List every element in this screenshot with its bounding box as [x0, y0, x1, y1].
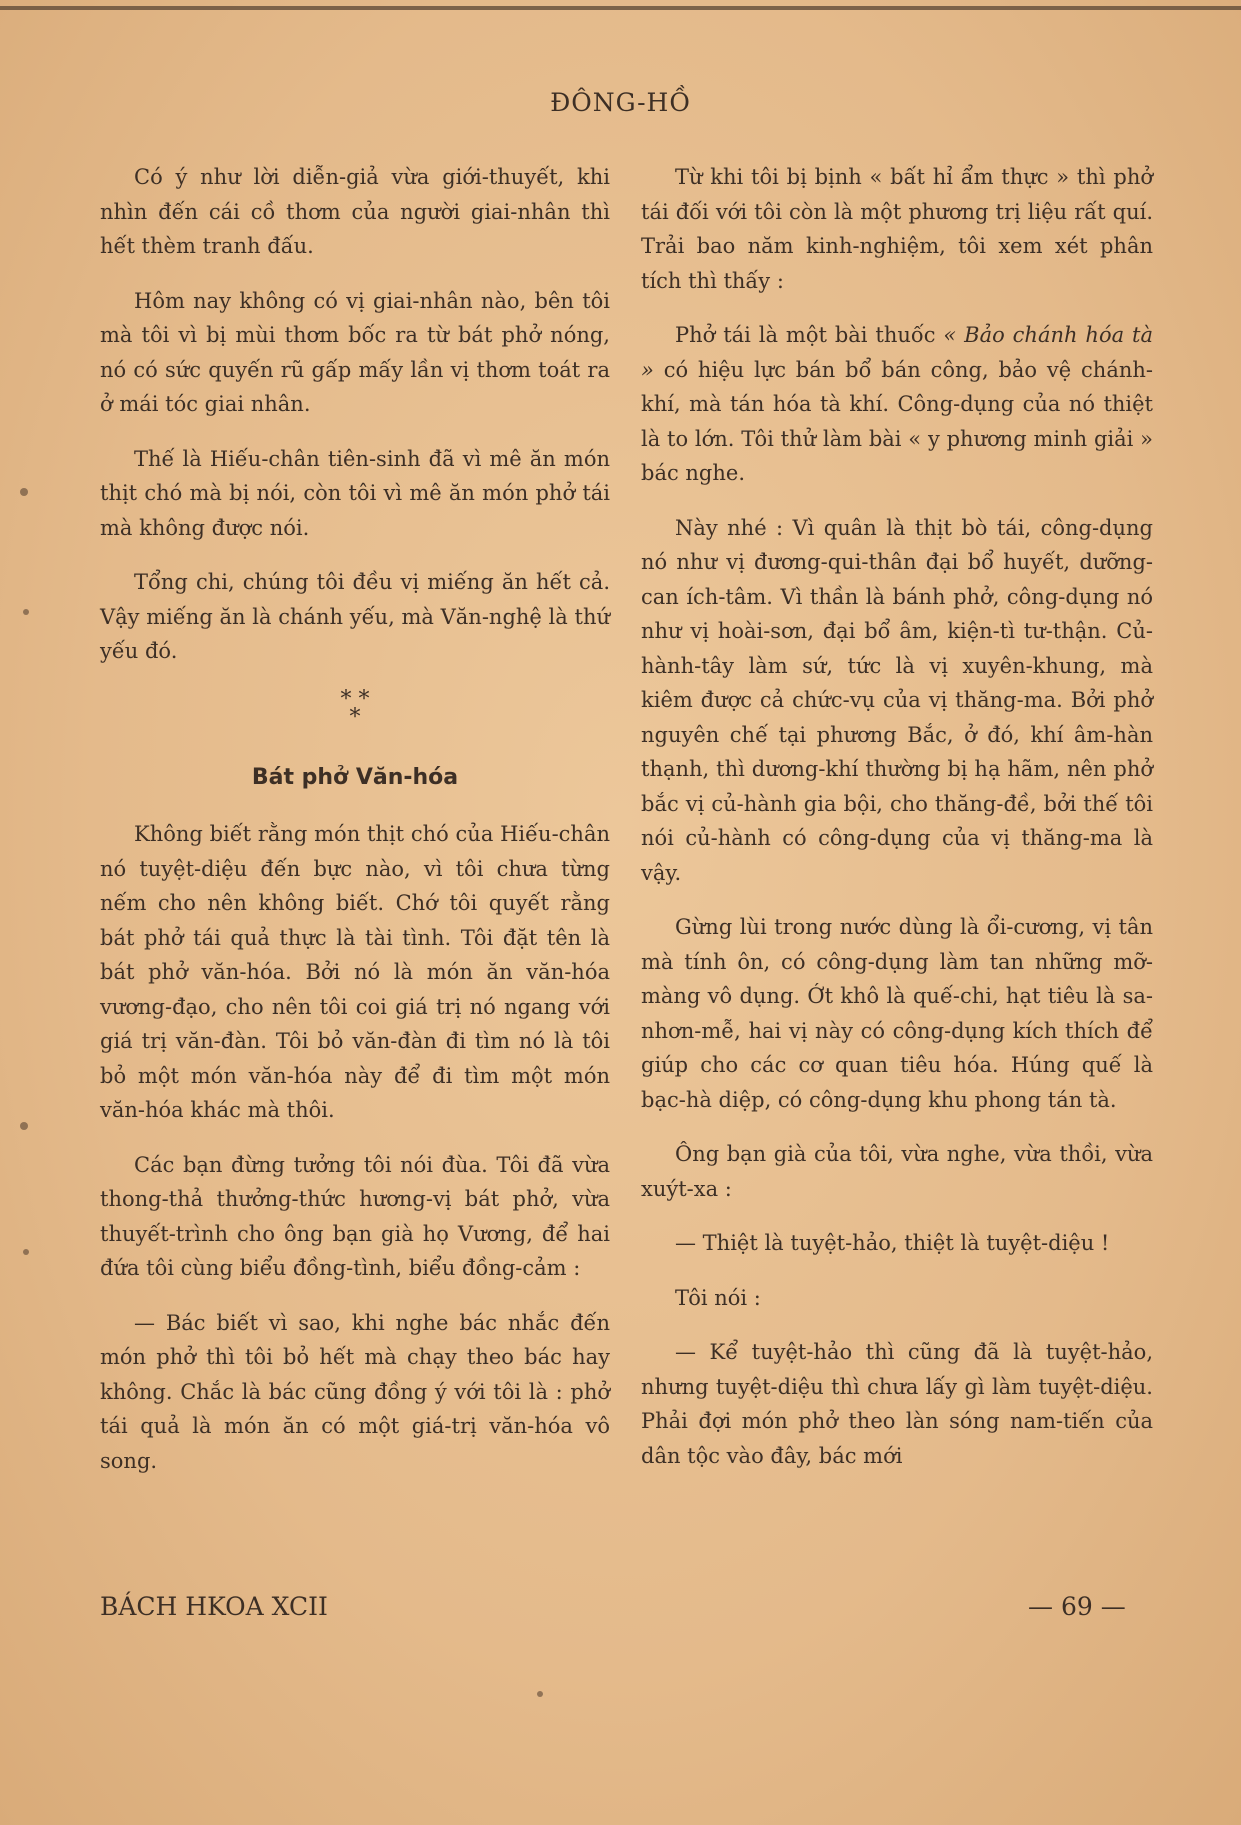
paragraph: Này nhé : Vì quân là thịt bò tái, công-dụng nó như vị đương-qui-thân đại bổ huyết, dưỡng-can ích-tâm. Vì thần là bánh phở, công-dụng nó như vị hoài-sơn, đại bổ âm, kiện-tì tư-thận. Củ-hành-tây làm sứ, tức là vị xuyên-khung, mà kiêm được cả chức-vụ của vị thăng-ma. Bởi phở nguyên chế tại phương Bắc, ở đó, khí âm-hàn thạnh, thì dương-khí thường bị hạ hãm, nên phở bắc vị củ-hành gia bội, cho thăng-đề, bởi thế tôi nói củ-hành có công-dụng của vị thăng-ma là vậy.	[641, 515, 1153, 885]
paragraph: — Bác biết vì sao, khi nghe bác nhắc đến món phở thì tôi bỏ hết mà chạy theo bác hay không. Chắc là bác cũng đồng ý với tôi là : phở tái quả là món ăn có một giá-trị văn-hóa vô song.	[100, 1310, 610, 1473]
journal-footer: BÁCH HKOA XCII	[100, 1592, 328, 1621]
right-column	[641, 160, 1153, 1493]
text-run: có hiệu lực bán bổ bán công, bảo vệ chánh-khí, mà tán hóa tà khí. Công-dụng của nó thiệt là to lớn. Tôi thử làm bài « y phương minh giải » bác nghe.	[641, 357, 1153, 485]
binding-hole-mark	[23, 609, 29, 615]
paragraph: Thế là Hiếu-chân tiên-sinh đã vì mê ăn món thịt chó mà bị nói, còn tôi vì mê ăn món phở tái mà không được nói.	[100, 446, 610, 540]
section-separator	[100, 686, 610, 730]
paragraph: Từ khi tôi bị bịnh « bất hỉ ẩm thực » thì phở tái đối với tôi còn là một phương trị liệu rất quí. Trải bao năm kinh-nghiệm, tôi xem xét phân tích thì thấy :	[641, 165, 1153, 293]
binding-hole-mark	[20, 488, 28, 496]
paragraph	[641, 318, 1153, 491]
left-column	[100, 160, 610, 1498]
paragraph: Các bạn đừng tưởng tôi nói đùa. Tôi đã vừa thong-thả thưởng-thức hương-vị bát phở, vừa thuyết-trình cho ông bạn già họ Vương, để hai đứa tôi cùng biểu đồng-tình, biểu đồng-cảm :	[100, 1152, 610, 1280]
separator-stars-top: * *	[340, 686, 370, 712]
paragraph: Ông bạn già của tôi, vừa nghe, vừa thồi, vừa xuýt-xa :	[641, 1142, 1153, 1201]
paper-speck	[537, 1691, 543, 1697]
binding-hole-mark	[20, 1122, 28, 1130]
top-rule	[0, 6, 1241, 10]
paragraph: Có ý như lời diễn-giả vừa giới-thuyết, khi nhìn đến cái cồ thơm của người giai-nhân thì hết thèm tranh đấu.	[100, 165, 610, 258]
section-title: Bát phở Văn-hóa	[251, 764, 459, 790]
paragraph: Tôi nói :	[675, 1285, 761, 1310]
paragraph: — Thiệt là tuyệt-hảo, thiệt là tuyệt-diệu !	[675, 1231, 1110, 1255]
paragraph: Không biết rằng món thịt chó của Hiếu-chân nó tuyệt-diệu đến bực nào, vì tôi chưa từng nếm cho nên không biết. Chớ tôi quyết rằng bát phở tái quả thực là tài tình. Tôi đặt tên là bát phở văn-hóa. Bởi nó là món ăn văn-hóa vương-đạo, cho nên tôi coi giá trị nó ngang với giá trị văn-đàn. Tôi bỏ văn-đàn đi tìm nó là tôi bỏ một món văn-hóa này để đi tìm một món văn-hóa khác mà thôi.	[100, 822, 610, 1122]
binding-hole-mark	[23, 1249, 29, 1255]
text-run: Phở tái là một bài thuốc	[675, 323, 944, 347]
paragraph: — Kể tuyệt-hảo thì cũng đã là tuyệt-hảo, nhưng tuyệt-diệu thì chưa lấy gì làm tuyệt-diệu. Phải đợi món phở theo làn sóng nam-tiến của dân tộc vào đây, bác mới	[641, 1340, 1153, 1468]
running-header: ĐÔNG-HỒ	[550, 88, 691, 117]
paragraph: Tổng chi, chúng tôi đều vị miếng ăn hết cả. Vậy miếng ăn là chánh yếu, mà Văn-nghệ là thứ yếu đó.	[100, 570, 610, 663]
separator-stars-bottom: *	[349, 704, 361, 730]
paragraph: Hôm nay không có vị giai-nhân nào, bên tôi mà tôi vì bị mùi thơm bốc ra từ bát phở nóng, nó có sức quyến rũ gấp mấy lần vị thơm toát ra ở mái tóc giai nhân.	[100, 288, 610, 416]
paragraph: Gừng lùi trong nước dùng là ổi-cương, vị tân mà tính ôn, có công-dụng làm tan những mỡ-màng vô dụng. Ớt khô là quế-chi, hạt tiêu là sa-nhơn-mễ, hai vị này có công-dụng kích thích để giúp cho các cơ quan tiêu hóa. Húng quế là bạc-hà diệp, có công-dụng khu phong tán tà.	[641, 915, 1153, 1112]
page-number: — 69 —	[1028, 1592, 1126, 1621]
italic-phrase: « Bảo chánh hóa tà »	[641, 323, 1153, 382]
